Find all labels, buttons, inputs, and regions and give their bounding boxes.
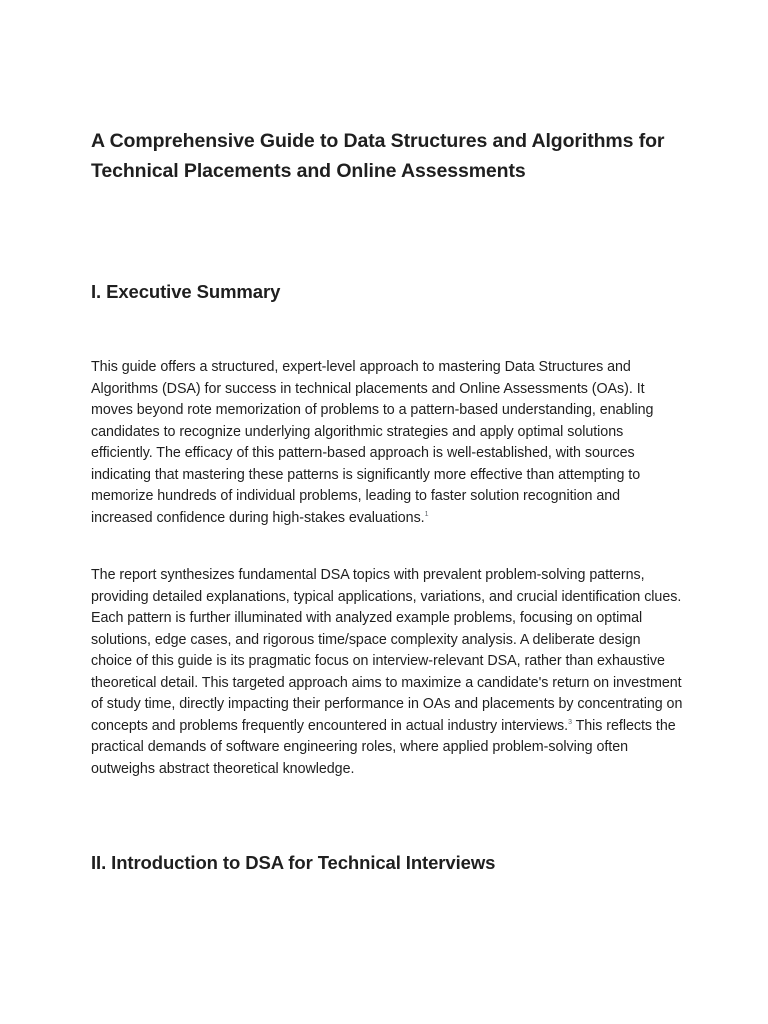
citation-marker[interactable]: 1 [424, 510, 429, 518]
paragraph-text-continued: This reflects the practical demands of software engineering roles, where applied problem-solving often outweighs abstract theoretical knowledge. [91, 717, 676, 777]
paragraph-text: The report synthesizes fundamental DSA topics with prevalent problem-solving patterns, providing detailed explanations, typical applications, variations, and crucial identification clues. Each pattern is further illuminated with analyzed example problems, focusing on optimal solutions, edge cases, and rigorous time/space complexity analysis. A deliberate design choice of this guide is its pragmatic focus on interview-relevant DSA, rather than exhaustive theoretical detail. This targeted approach aims to maximize a candidate's return on investment of study time, directly impacting their performance in OAs and placements by concentrating on concepts and problems frequently encountered in actual industry interviews. [91, 567, 683, 734]
section-heading-introduction: II. Introduction to DSA for Technical Interviews [91, 852, 496, 873]
document-title: A Comprehensive Guide to Data Structures and Algorithms for Technical Placements and Online Assessments [91, 130, 665, 182]
section-heading-executive-summary: I. Executive Summary [91, 281, 281, 302]
paragraph-text: This guide offers a structured, expert-level approach to mastering Data Structures and Algorithms (DSA) for success in technical placements and Online Assessments (OAs). It moves beyond rote memorization of problems to a pattern-based understanding, enabling candidates to recognize underlying algorithmic strategies and apply optimal solutions efficiently. The efficacy of this pattern-based approach is well-established, with sources indicating that mastering these patterns is significantly more effective than attempting to memorize hundreds of individual problems, leading to faster solution recognition and increased confidence during high-stakes evaluations. [91, 359, 654, 526]
executive-summary-paragraph-2 [91, 565, 683, 780]
executive-summary-paragraph-1 [91, 357, 683, 529]
citation-marker[interactable]: 3 [568, 718, 572, 726]
